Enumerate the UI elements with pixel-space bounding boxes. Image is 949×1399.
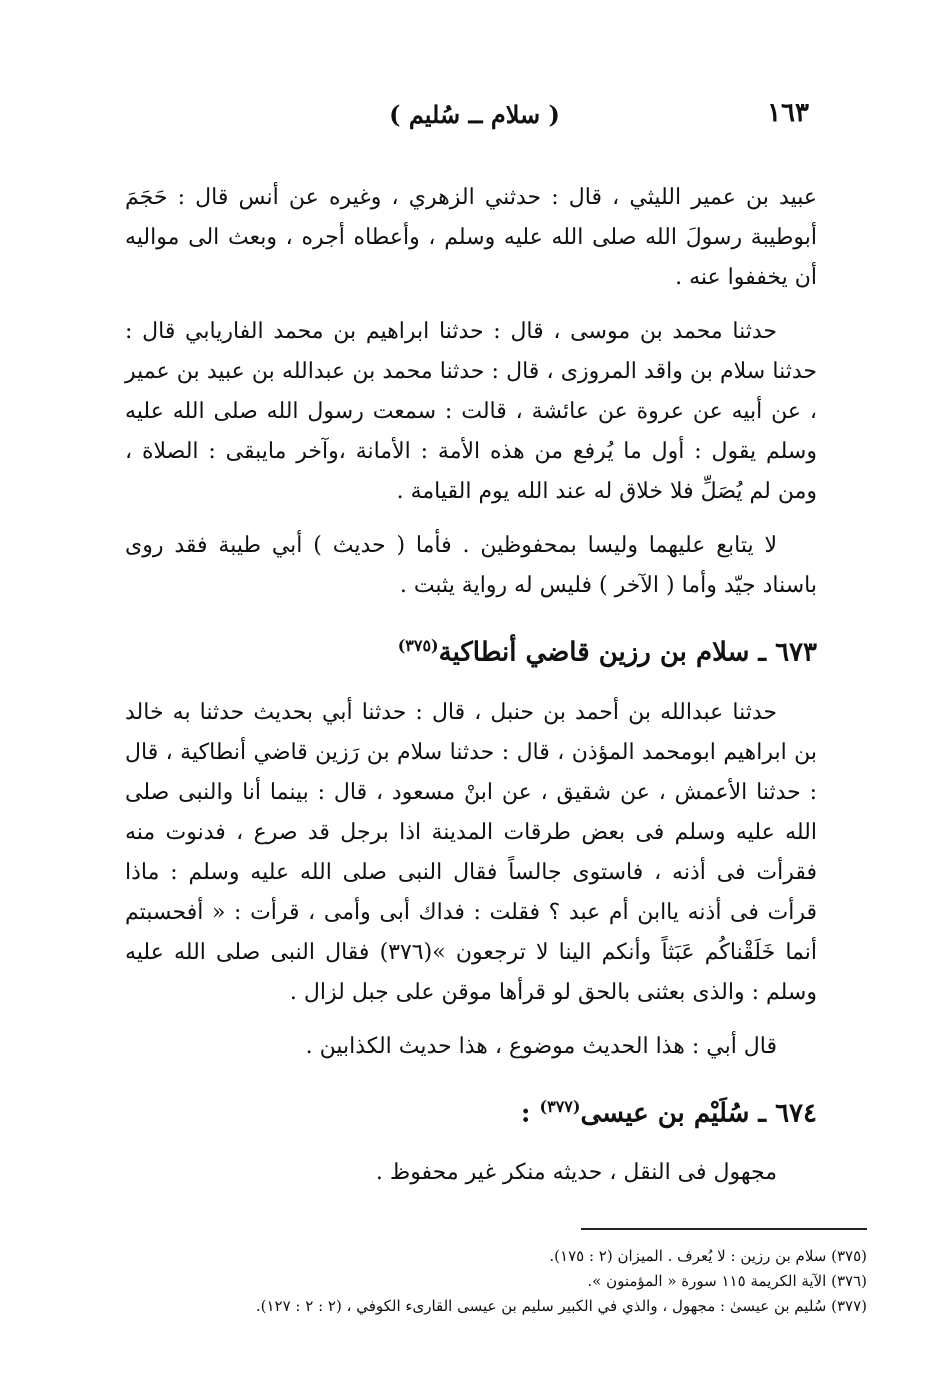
entry-heading-673-text: ٦٧٣ ـ سلام بن رزين قاضي أنطاكية [438,637,817,668]
paragraph-2: حدثنا محمد بن موسى ، قال : حدثنا ابراهيم بن محمد الفاريابي قال : حدثنا سلام بن واقد المروزى ، قال : حدثنا محمد بن عبدالله بن عبيد بن عمير ، عن أبيه عن عروة عن عائشة ، قالت : سمعت رسول الله صلى الله عليه وسلم يقول : أول ما يُرفع من هذه الأمة : الأمانة ،وآخر مايبقى : الصلاة ، ومن لم يُصَلِّ فلا خلاق له عند الله يوم القيامة . [125,319,817,504]
footnote-375: (٣٧٥) سلام بن رزين : لا يُعرف . الميزان (٢ : ١٧٥). [549,1247,867,1265]
paragraph-3: لا يتابع عليهما وليسا بمحفوظين . فأما ( حديث ) أبي طيبة فقد روى باسناد جيّد وأما ( الآخر ) فليس له رواية يثبت . [125,533,817,598]
running-head: ( سلام ــ سُليم ) [389,100,560,129]
page-body [125,178,817,1207]
entry-heading-674 [125,1087,817,1134]
page-number: ١٦٣ [767,98,809,128]
footnote-376: (٣٧٦) الآية الكريمة ١١٥ سورة « المؤمنون ». [587,1272,867,1290]
footnote-ref-375: (٣٧٥) [397,636,439,655]
entry-heading-674-text: ٦٧٤ ـ سُلَيْم بن عيسى [580,1098,817,1129]
paragraph-5: قال أبي : هذا الحديث موضوع ، هذا حديث الكذابين . [305,1033,777,1059]
footnote-ref-377: (٣٧٧) [539,1096,581,1116]
entry-heading-674-colon: : [520,1098,540,1129]
paragraph-6: مجهول فى النقل ، حديثه منكر غير محفوظ . [375,1160,777,1186]
entry-heading-673 [125,626,817,673]
footnotes [127,1244,867,1319]
footnote-divider [581,1228,867,1230]
footnote-377: (٣٧٧) سُليم بن عيسىٰ : مجهول ، والذي في الكبير سليم بن عيسى القارىء الكوفي ، (٢ : ٢ : ١٢٧). [255,1297,867,1315]
paragraph-1: عبيد بن عمير الليثي ، قال : حدثني الزهري ، وغيره عن أنس قال : حَجَمَ أبوطيبة رسولَ الله صلى الله عليه وسلم ، وأعطاه أجره ، وبعث الى مواليه أن يخففوا عنه . [125,185,817,290]
paragraph-4: حدثنا عبدالله بن أحمد بن حنبل ، قال : حدثنا أبي بحديث حدثنا به خالد بن ابراهيم ابومحمد المؤذن ، قال : حدثنا سلام بن رَزين قاضي أنطاكية ، قال : حدثنا الأعمش ، عن شقيق ، عن ابنْ مسعود ، قال : بينما أنا والنبى صلى الله عليه وسلم فى بعض طرقات المدينة اذا برجل قد صرع ، فدنوت منه فقرأت فى أذنه ، فاستوى جالساً فقال النبى صلى الله عليه وسلم : ماذا قرأت فى أذنه ياابن أم عبد ؟ فقلت : فداك أبى وأمى ، قرأت : « أفحسبتم أنما خَلَقْناكُم عَبَثاً وأنكم الينا لا ترجعون »(٣٧٦) فقال النبى صلى الله عليه وسلم : والذى بعثنى بالحق لو قرأها موقن على جبل لزال . [125,699,817,1005]
